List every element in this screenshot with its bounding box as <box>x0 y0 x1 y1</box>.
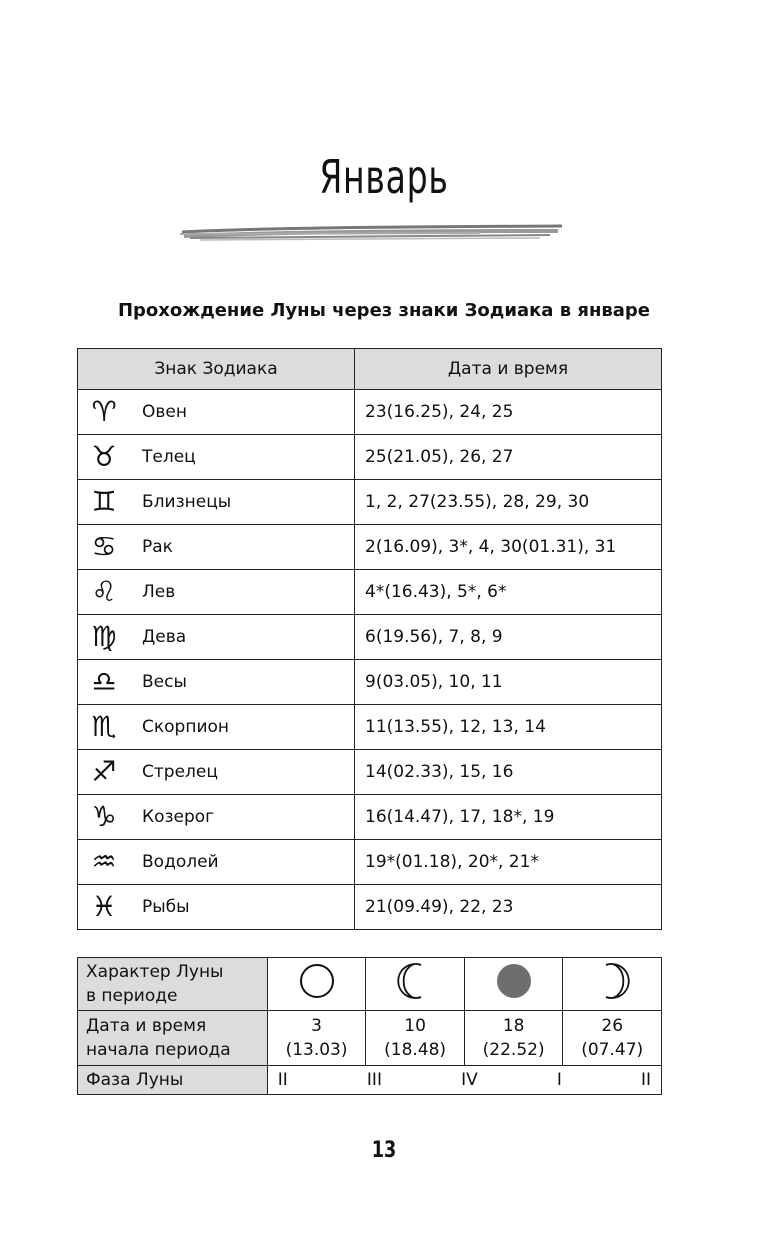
sign-dates: 1, 2, 27(23.55), 28, 29, 30 <box>355 480 662 525</box>
table-row <box>78 435 662 480</box>
phase-value: III <box>366 1070 382 1090</box>
period-2 <box>366 1011 465 1066</box>
zodiac-table <box>77 348 662 930</box>
sign-cell <box>78 705 355 750</box>
moon-phase-row <box>78 1066 662 1095</box>
phase-value: II <box>277 1070 288 1090</box>
sign-cell <box>78 570 355 615</box>
moon-date-row <box>78 1011 662 1066</box>
period-1 <box>267 1011 366 1066</box>
zodiac-symbol-icon: ♍ <box>91 620 117 653</box>
sign-dates: 14(02.33), 15, 16 <box>355 750 662 795</box>
zodiac-symbol-icon: ♏ <box>91 710 117 743</box>
page-number: 13 <box>371 1138 397 1163</box>
table-row <box>78 885 662 930</box>
moon-phase-values <box>267 1066 661 1095</box>
title-underline <box>180 218 564 248</box>
moon-character-label-line1: Характер Луны <box>86 962 224 982</box>
table-header-row <box>78 349 662 390</box>
sign-name: Телец <box>142 447 196 467</box>
moon-character-row <box>78 958 662 1011</box>
period-time: (18.48) <box>384 1040 447 1060</box>
period-day: 18 <box>502 1016 525 1036</box>
table-row <box>78 570 662 615</box>
moon-date-label <box>78 1011 268 1066</box>
waxing-crescent-icon <box>592 961 632 1001</box>
phase-value: IV <box>461 1070 478 1090</box>
sign-name: Лев <box>142 582 176 602</box>
sign-cell <box>78 390 355 435</box>
sign-cell <box>78 615 355 660</box>
header-datetime: Дата и время <box>355 349 662 390</box>
sign-cell <box>78 525 355 570</box>
moon-date-label-line1: Дата и время <box>86 1016 207 1036</box>
sign-cell <box>78 885 355 930</box>
zodiac-symbol-icon: ♓ <box>91 890 117 923</box>
table-caption: Прохождение Луны через знаки Зодиака в январе <box>117 300 651 321</box>
sign-cell <box>78 480 355 525</box>
period-3 <box>464 1011 563 1066</box>
sign-cell <box>78 660 355 705</box>
period-day: 3 <box>311 1016 322 1036</box>
moon-character-label <box>78 958 268 1011</box>
sign-cell <box>78 750 355 795</box>
sign-dates: 16(14.47), 17, 18*, 19 <box>355 795 662 840</box>
sign-name: Скорпион <box>142 717 230 737</box>
zodiac-symbol-icon: ♒ <box>91 845 117 878</box>
table-row <box>78 525 662 570</box>
table-row <box>78 480 662 525</box>
sign-dates: 25(21.05), 26, 27 <box>355 435 662 480</box>
page-title: Январь <box>319 150 449 204</box>
moon-character-label-line2: в периоде <box>86 986 178 1006</box>
zodiac-symbol-icon: ♈ <box>91 395 117 428</box>
table-row <box>78 390 662 435</box>
sign-name: Овен <box>142 402 187 422</box>
header-sign: Знак Зодиака <box>78 349 355 390</box>
waning-crescent-icon <box>395 961 435 1001</box>
sign-name: Стрелец <box>142 762 218 782</box>
sign-name: Весы <box>142 672 187 692</box>
period-4 <box>563 1011 662 1066</box>
table-row <box>78 750 662 795</box>
zodiac-symbol-icon: ♌ <box>91 575 117 608</box>
sign-dates: 19*(01.18), 20*, 21* <box>355 840 662 885</box>
zodiac-symbol-icon: ♉ <box>91 440 117 473</box>
sign-dates: 23(16.25), 24, 25 <box>355 390 662 435</box>
sign-name: Козерог <box>142 807 215 827</box>
sign-name: Водолей <box>142 852 219 872</box>
table-row <box>78 615 662 660</box>
table-row <box>78 795 662 840</box>
moon-cell-4 <box>563 958 662 1011</box>
sign-name: Рак <box>142 537 173 557</box>
table-row <box>78 705 662 750</box>
sign-dates: 4*(16.43), 5*, 6* <box>355 570 662 615</box>
sign-dates: 6(19.56), 7, 8, 9 <box>355 615 662 660</box>
sign-dates: 9(03.05), 10, 11 <box>355 660 662 705</box>
sign-dates: 11(13.55), 12, 13, 14 <box>355 705 662 750</box>
moon-phase-label: Фаза Луны <box>78 1066 268 1095</box>
new-moon-icon <box>297 961 337 1001</box>
sign-cell <box>78 795 355 840</box>
period-time: (07.47) <box>581 1040 644 1060</box>
zodiac-symbol-icon: ♎ <box>91 665 117 698</box>
moon-cell-2 <box>366 958 465 1011</box>
moon-phase-table <box>77 957 662 1095</box>
sign-dates: 2(16.09), 3*, 4, 30(01.31), 31 <box>355 525 662 570</box>
sign-name: Близнецы <box>142 492 232 512</box>
zodiac-symbol-icon: ♊ <box>91 485 117 518</box>
zodiac-table-body <box>78 390 662 930</box>
period-day: 26 <box>601 1016 624 1036</box>
phase-value: I <box>556 1070 562 1090</box>
zodiac-symbol-icon: ♋ <box>91 530 117 563</box>
sign-cell <box>78 435 355 480</box>
table-row <box>78 660 662 705</box>
moon-cell-3 <box>464 958 563 1011</box>
phase-value: II <box>640 1070 651 1090</box>
full-moon-icon <box>494 961 534 1001</box>
sign-dates: 21(09.49), 22, 23 <box>355 885 662 930</box>
table-row <box>78 840 662 885</box>
zodiac-symbol-icon: ♐ <box>91 755 117 788</box>
zodiac-symbol-icon: ♑ <box>91 800 117 833</box>
moon-date-label-line2: начала периода <box>86 1040 231 1060</box>
sign-cell <box>78 840 355 885</box>
moon-cell-1 <box>267 958 366 1011</box>
sign-name: Дева <box>142 627 187 647</box>
period-day: 10 <box>404 1016 426 1036</box>
sign-name: Рыбы <box>142 897 190 917</box>
period-time: (22.52) <box>482 1040 545 1060</box>
period-time: (13.03) <box>285 1040 348 1060</box>
